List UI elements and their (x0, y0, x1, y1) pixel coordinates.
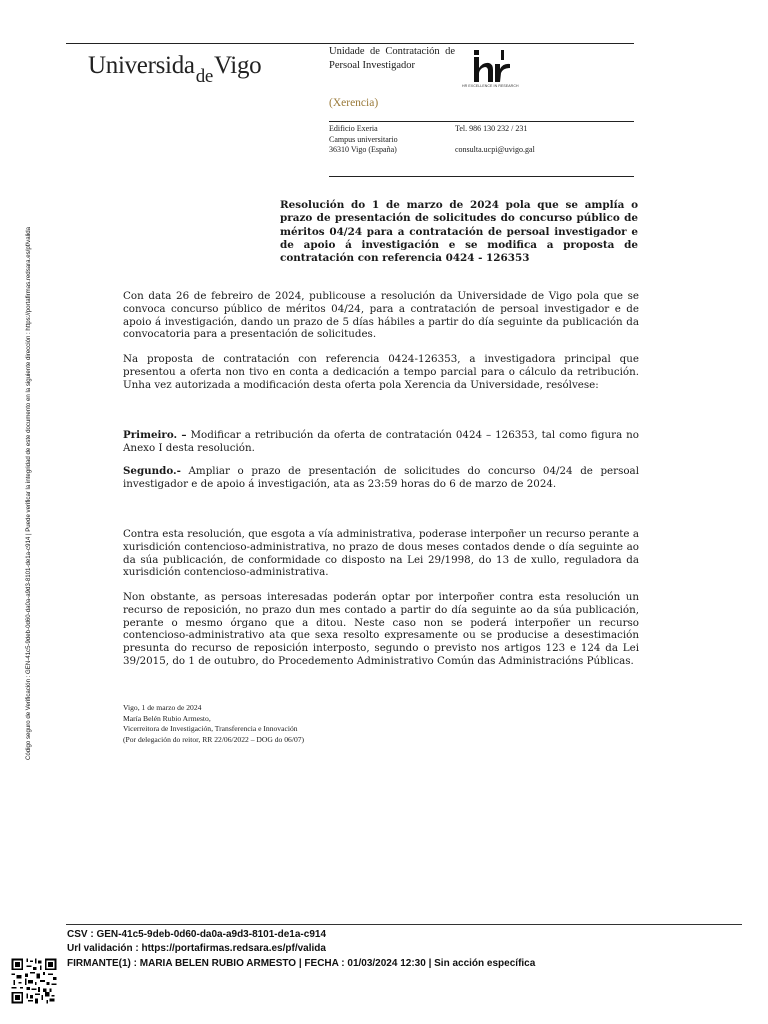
verification-side-text: Código seguro de Verificación : GEN-41c5-9deb-0d60-da0a-a9d3-8101-de1a-c914 | Puede verificar la integridad de este documento en la siguiente dirección : https://portafirmas.redsara.es/pf/valida (25, 226, 32, 760)
item-label: Segundo.- (123, 465, 181, 477)
contact-block (455, 124, 535, 156)
address-line: Edificio Exeria (329, 124, 378, 133)
address-line: 36310 Vigo (España) (329, 145, 397, 154)
address-line: Campus universitario (329, 134, 398, 144)
footer-url[interactable]: Url validación : https://portafirmas.redsara.es/pf/valida (67, 943, 326, 954)
paragraph-proposal: Na proposta de contratación con referencia 0424-126353, a investigadora principal que presentou a oferta non tivo en conta a dedicación a tempo parcial para o cálculo da retribución. Unha vez autorizada a modificación desta oferta pola Xerencia da Universidade, resólvese: (123, 353, 639, 391)
hr-caption: HR EXCELLENCE IN RESEARCH (462, 84, 519, 88)
header-rule (329, 121, 634, 122)
paragraph-background: Con data 26 de febreiro de 2024, publicouse a resolución da Universidade de Vigo pola que se convoca concurso público de méritos 04/24, para a contratación de persoal investigador e de apoio á investigación, dando un prazo de 5 días hábiles a partir do día seguinte da publicación da convocatoria para a presentación de solicitudes. (123, 290, 639, 341)
paragraph-appeal: Contra esta resolución, que esgota a vía administrativa, poderase interpoñer un recurso perante a xurisdición contencioso-administrativa, no prazo de dous meses contados dende o día seguinte ao da súa publicación, de conformidade co disposto na Lei 29/1998, do 13 de xullo, reguladora da xurisdición contencioso-administrativa. (123, 528, 639, 579)
header-top-rule (66, 43, 634, 44)
contact-spacer (455, 135, 535, 146)
email: consulta.ucpi@uvigo.gal (455, 145, 535, 154)
resolution-item-first (123, 429, 639, 455)
qr-code[interactable] (10, 957, 58, 1005)
department-name: (Xerencia) (329, 97, 379, 109)
signature-line: (Por delegación do reitor, RR 22/06/2022 – DOG do 06/07) (123, 734, 305, 744)
signature-line: Vicerreitora de Investigación, Transferencia e Innovación (123, 724, 298, 733)
resolution-item-second (123, 465, 639, 491)
paragraph-reconsideration: Non obstante, as persoas interesadas poderán optar por interpoñer contra esta resolución un recurso de reposición, no prazo dun mes contado a partir do día seguinte ao da súa publicación, perante o mesmo órgano que a ditou. Neste caso non se poderá interpoñer un recurso contencioso-administrativo ata que sexa resolto expresamente ou se producise a desestimación presunta do recurso de reposición interposto, segundo o previsto nos artigos 123 e 124 da Lei 39/2015, do 1 de outubro, do Procedemento Administrativo Común das Administracións Públicas. (123, 591, 639, 667)
resolution-title: Resolución do 1 de marzo de 2024 pola que se amplía o prazo de presentación de solicitudes do concurso público de méritos 04/24 para a contratación de persoal investigador e de apoio á investigación e se modifica a proposta de contratación con referencia 0424 - 126353 (280, 199, 638, 265)
unit-name: Unidade de Contratación de Persoal Investigador (329, 46, 455, 71)
item-label: Primeiro. – (123, 429, 187, 441)
item-text: Ampliar o prazo de presentación de solicitudes do concurso 04/24 de persoal investigador e de apoio á investigación, ata as 23:59 horas do 6 de marzo de 2024. (123, 465, 639, 490)
item-text: Modificar a retribución da oferta de contratación 0424 – 126353, tal como figura no Anexo I desta resolución. (123, 429, 639, 454)
signature-block (123, 703, 304, 745)
signature-line: Vigo, 1 de marzo de 2024 (123, 703, 202, 712)
university-logo: Universida$_{de}$Vigo (88, 52, 262, 87)
phone: Tel. 986 130 232 / 231 (455, 124, 528, 133)
signature-line: María Belén Rubio Armesto, (123, 713, 211, 723)
header-bottom-rule (329, 176, 634, 177)
footer-csv: CSV : GEN-41c5-9deb-0d60-da0a-a9d3-8101-de1a-c914 (67, 929, 327, 940)
address-block (329, 124, 398, 156)
footer-signer: FIRMANTE(1) : MARIA BELEN RUBIO ARMESTO | FECHA : 01/03/2024 12:30 | Sin acción específica (67, 958, 536, 969)
footer-rule (66, 924, 742, 925)
